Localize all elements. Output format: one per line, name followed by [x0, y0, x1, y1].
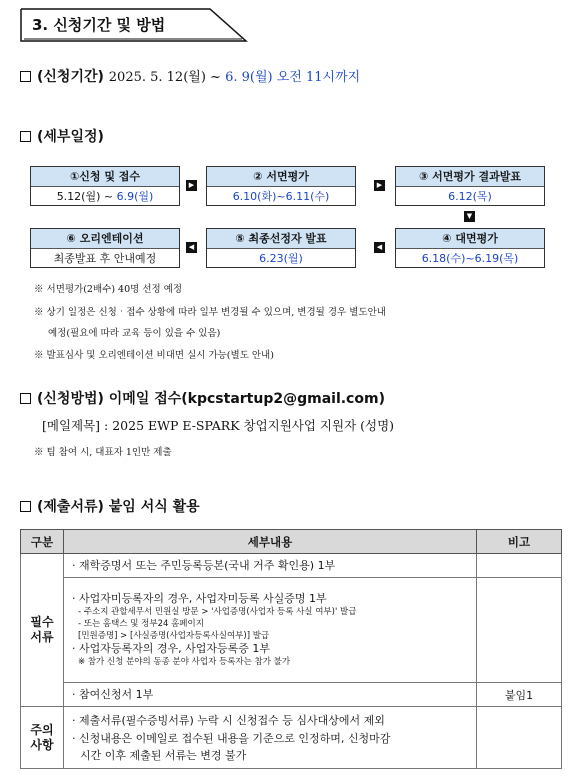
step-date: 5.12(월) ~ — [56, 190, 117, 203]
schedule-note: 예정(필요에 따라 교육 등이 있을 수 있음) — [48, 328, 221, 339]
table-cell — [477, 554, 562, 578]
header-category: 구분 — [21, 530, 64, 554]
category-caution: 주의 사항 — [21, 707, 64, 769]
step-head: ①신청 및 접수 — [31, 167, 179, 187]
table-row — [21, 707, 562, 769]
step-head: ⑥ 오리엔테이션 — [31, 229, 179, 249]
step-head: ③ 서면평가 결과발표 — [396, 167, 544, 187]
table-cell — [477, 578, 562, 683]
table-cell: · 제출서류(필수증빙서류) 누락 시 신청접수 등 심사대상에서 제외 · 신청내용은 이메일로 접수된 내용을 기준으로 인정하며, 신청마감 시간 이후 제출된 서류는 변경 불가 — [64, 707, 477, 769]
step-date: 6.10(화)~6.11(수) — [232, 190, 330, 203]
arrow-right-icon: ▶ — [374, 180, 385, 191]
period-start: 2025. 5. 12(월) ~ — [108, 70, 226, 85]
period-end: 6. 9(월) 오전 11시까지 — [225, 70, 361, 85]
checkbox-icon — [20, 501, 31, 512]
schedule-step-2 — [206, 166, 356, 206]
method-title: (신청방법) 이메일 접수(kpcstartup2@gmail.com) — [20, 388, 385, 408]
table-header-row — [21, 530, 562, 554]
docs-table — [20, 529, 562, 769]
table-row — [21, 554, 562, 578]
section-title-tab — [20, 8, 248, 42]
category-required: 필수 서류 — [21, 554, 64, 707]
step-date: 6.18(수)~6.19(목) — [421, 252, 519, 265]
step-head: ④ 대면평가 — [396, 229, 544, 249]
header-detail: 세부내용 — [64, 530, 477, 554]
table-cell: · 사업자미등록자의 경우, 사업자미등록 사실증명 1부 - 주소지 관할세무서 민원실 방문 > '사업증명(사업자 등록 사실 여부)' 발급 - 또는 홈택스 및 정부24 홈페이지 [민원증명] > [사실증명(사업자등록사실여부)] 발급 · 사업자등록자의 경우, 사업자등록증 1부 ※ 참가 신청 분야의 동종 분야 사업자 등록자는 참가 불가 — [64, 578, 477, 683]
schedule-note: ※ 발표심사 및 오리엔테이션 비대면 실시 가능(별도 안내) — [34, 350, 274, 361]
period-line — [20, 66, 360, 86]
docs-title: (제출서류) 붙임 서식 활용 — [20, 496, 200, 516]
schedule-step-5 — [206, 228, 356, 268]
arrow-down-icon: ▼ — [464, 211, 475, 222]
step-head: ② 서면평가 — [207, 167, 355, 187]
schedule-step-3 — [395, 166, 545, 206]
step-date: 최종발표 후 안내예정 — [53, 252, 157, 265]
schedule-note: ※ 상기 일정은 신청‧접수 상황에 따라 일부 변경될 수 있으며, 변경될 경우 별도안내 — [34, 307, 386, 318]
schedule-step-4 — [395, 228, 545, 268]
step-head: ⑤ 최종선정자 발표 — [207, 229, 355, 249]
schedule-note: ※ 서면평가(2배수) 40명 선정 예정 — [34, 284, 183, 295]
schedule-step-1 — [30, 166, 180, 206]
checkbox-icon — [20, 131, 31, 142]
method-note: ※ 팀 참여 시, 대표자 1인만 제출 — [34, 447, 172, 458]
schedule-title: (세부일정) — [20, 126, 104, 146]
step-date: 6.23(월) — [259, 252, 303, 265]
arrow-left-icon: ◀ — [374, 242, 385, 253]
mail-subject: [메일제목] : 2025 EWP E-SPARK 창업지원사업 지원자 (성명) — [42, 418, 395, 433]
table-cell-note: 붙임1 — [477, 683, 562, 707]
period-label: (신청기간) — [37, 69, 104, 85]
step-date-highlight: 6.9(월) — [116, 190, 154, 203]
checkbox-icon — [20, 71, 31, 82]
schedule-step-6 — [30, 228, 180, 268]
checkbox-icon — [20, 393, 31, 404]
arrow-right-icon: ▶ — [186, 180, 197, 191]
section-title: 3. 신청기간 및 방법 — [32, 16, 166, 34]
table-cell — [477, 707, 562, 769]
arrow-left-icon: ◀ — [186, 242, 197, 253]
table-row — [21, 578, 562, 683]
table-row — [21, 683, 562, 707]
table-cell: · 재학증명서 또는 주민등록등본(국내 거주 확인용) 1부 — [64, 554, 477, 578]
step-date: 6.12(목) — [448, 190, 492, 203]
table-cell: · 참여신청서 1부 — [64, 683, 477, 707]
header-note: 비고 — [477, 530, 562, 554]
